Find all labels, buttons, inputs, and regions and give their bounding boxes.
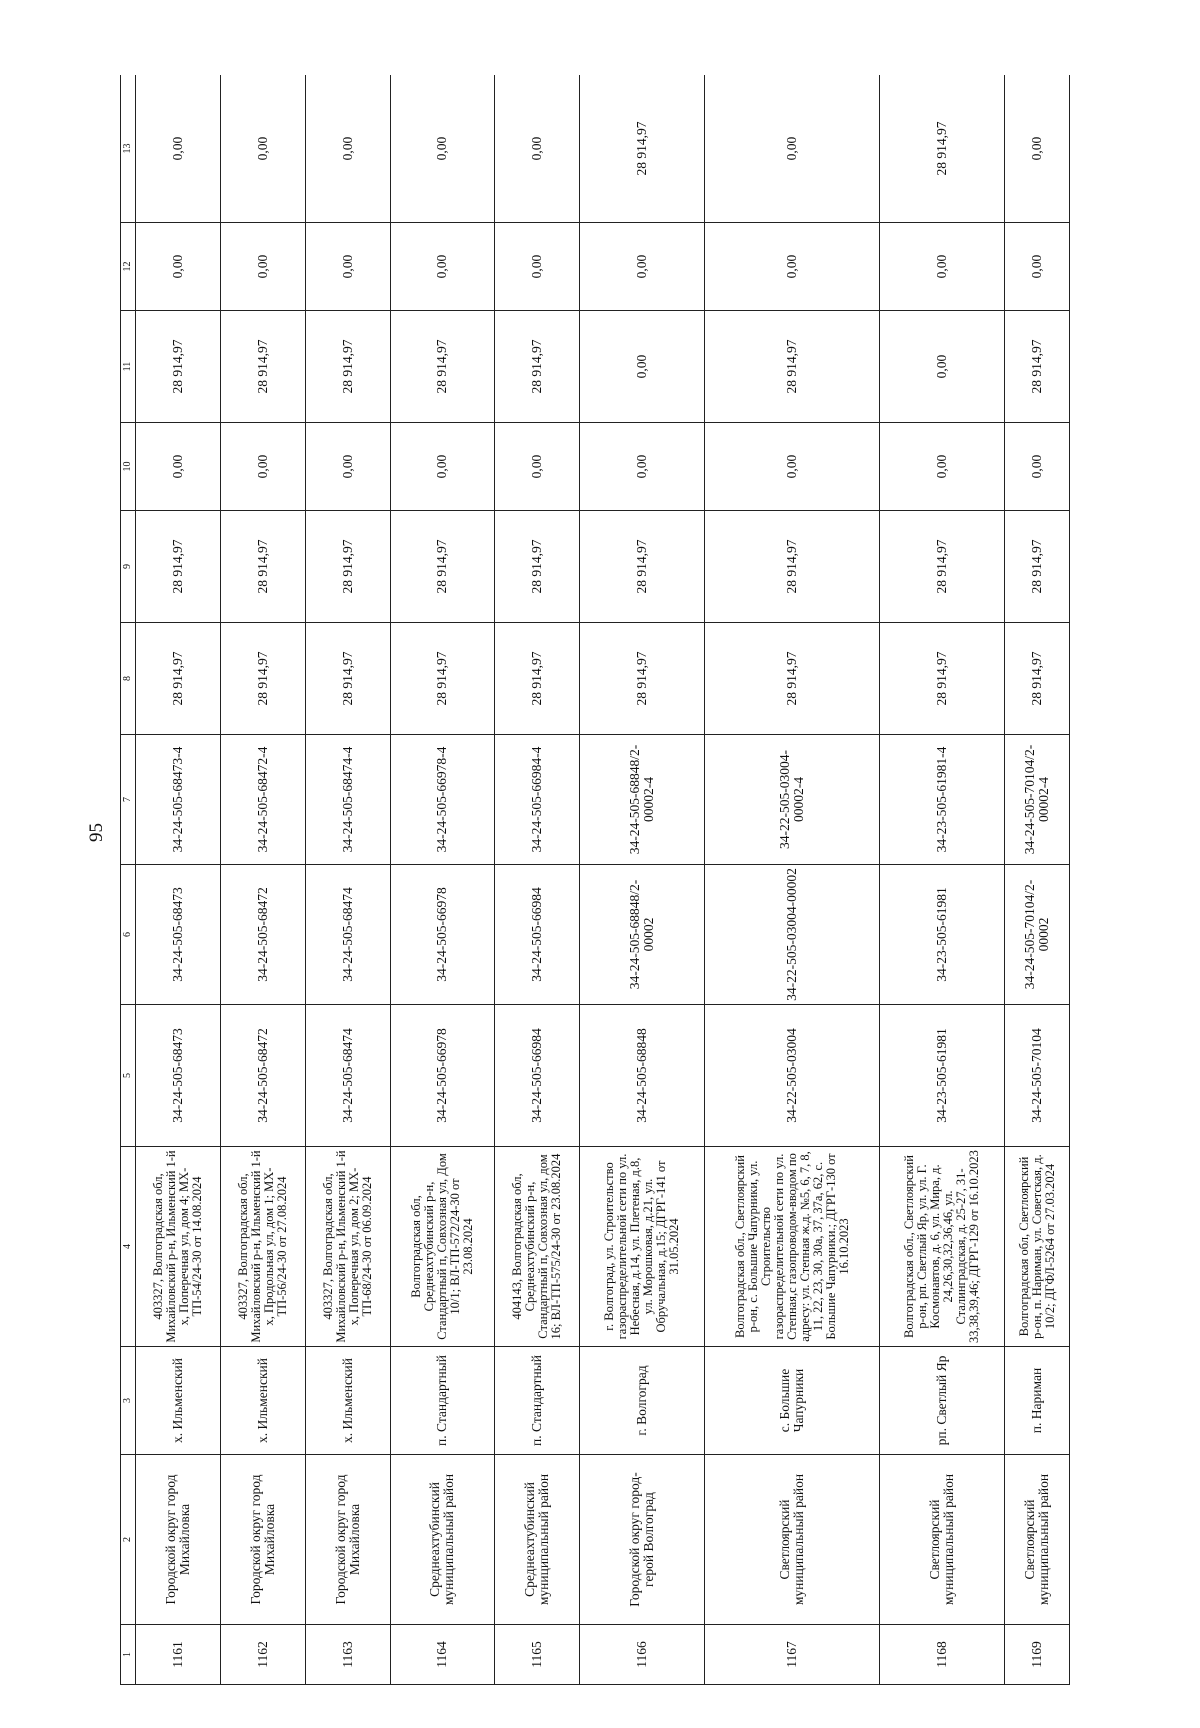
table-row bbox=[1005, 75, 1070, 1685]
amount-cell: 28 914,97 bbox=[136, 511, 221, 623]
settlement-cell: рп. Светлый Яр bbox=[880, 1347, 1005, 1455]
subobject-code-cell: 34-24-505-70104/2-00002-4 bbox=[1005, 735, 1070, 865]
subobject-code-cell: 34-24-505-66984-4 bbox=[495, 735, 580, 865]
column-number: 12 bbox=[121, 223, 136, 311]
table-row bbox=[220, 75, 305, 1685]
table-row bbox=[705, 75, 880, 1685]
row-number: 1162 bbox=[220, 1625, 305, 1685]
amount-cell: 28 914,97 bbox=[880, 75, 1005, 223]
column-number: 4 bbox=[121, 1147, 136, 1347]
settlement-cell: п. Нариман bbox=[1005, 1347, 1070, 1455]
amount-cell: 28 914,97 bbox=[580, 623, 705, 735]
row-number: 1164 bbox=[390, 1625, 495, 1685]
address-cell: 404143, Волгоградская обл, Среднеахтубинский р-н, Стандартный п, Совхозная ул, дом 16; ВЛ-ТП-575/24-30 от 23.08.2024 bbox=[495, 1147, 580, 1347]
amount-cell: 28 914,97 bbox=[305, 511, 390, 623]
object-code-cell: 34-24-505-68472 bbox=[220, 865, 305, 1005]
amount-cell: 28 914,97 bbox=[136, 311, 221, 423]
settlement-cell: п. Стандартный bbox=[495, 1347, 580, 1455]
row-number: 1169 bbox=[1005, 1625, 1070, 1685]
table-row bbox=[305, 75, 390, 1685]
column-number: 2 bbox=[121, 1455, 136, 1625]
column-number: 10 bbox=[121, 423, 136, 511]
row-number: 1168 bbox=[880, 1625, 1005, 1685]
amount-cell: 0,00 bbox=[220, 423, 305, 511]
amount-cell: 28 914,97 bbox=[1005, 623, 1070, 735]
amount-cell: 28 914,97 bbox=[1005, 511, 1070, 623]
address-cell: Волгоградская обл., Светлоярский р-он, рп. Светлый Яр, ул. ул. Г. Космонавтов, д. 6, ул. Мира, д. 24,26,30,32,36,46, ул. Сталинградская, д. 25-27, 31-33,38,39,46; ДГРГ-129 от 16.10.2023 bbox=[880, 1147, 1005, 1347]
amount-cell: 28 914,97 bbox=[880, 623, 1005, 735]
municipality-cell: Городской округ город-герой Волгоград bbox=[580, 1455, 705, 1625]
amount-cell: 0,00 bbox=[1005, 223, 1070, 311]
subobject-code-cell: 34-24-505-68473-4 bbox=[136, 735, 221, 865]
row-number: 1167 bbox=[705, 1625, 880, 1685]
amount-cell: 0,00 bbox=[220, 75, 305, 223]
column-number: 5 bbox=[121, 1005, 136, 1147]
amount-cell: 28 914,97 bbox=[220, 511, 305, 623]
municipality-cell: Среднеахтубинский муниципальный район bbox=[390, 1455, 495, 1625]
subobject-code-cell: 34-24-505-68472-4 bbox=[220, 735, 305, 865]
column-number: 9 bbox=[121, 511, 136, 623]
code-cell: 34-24-505-68472 bbox=[220, 1005, 305, 1147]
amount-cell: 0,00 bbox=[880, 223, 1005, 311]
address-cell: Волгоградская обл., Светлоярский р-он, с. Большие Чапурники, ул. Строительство газораспределительной сети по ул. Степная,с газопроводом-вводом по адресу: ул. Степная ж.д. №5, 6, 7, 8, 11, 22, 23, 30, 30а, 37, 37а, 62, с. Большие Чапурники.; ДГРГ-130 от 16.10.2023 bbox=[705, 1147, 880, 1347]
object-code-cell: 34-22-505-03004-00002 bbox=[705, 865, 880, 1005]
amount-cell: 0,00 bbox=[220, 223, 305, 311]
object-code-cell: 34-23-505-61981 bbox=[880, 865, 1005, 1005]
amount-cell: 0,00 bbox=[580, 423, 705, 511]
code-cell: 34-24-505-66978 bbox=[390, 1005, 495, 1147]
subobject-code-cell: 34-23-505-61981-4 bbox=[880, 735, 1005, 865]
table-row bbox=[390, 75, 495, 1685]
municipality-cell: Городской округ город Михайловка bbox=[305, 1455, 390, 1625]
amount-cell: 0,00 bbox=[495, 75, 580, 223]
settlement-cell: х. Ильменский bbox=[136, 1347, 221, 1455]
amount-cell: 28 914,97 bbox=[136, 623, 221, 735]
column-number: 11 bbox=[121, 311, 136, 423]
rotated-table-frame bbox=[120, 75, 1070, 1685]
column-number-row bbox=[121, 75, 136, 1685]
amount-cell: 0,00 bbox=[305, 75, 390, 223]
object-code-cell: 34-24-505-70104/2-00002 bbox=[1005, 865, 1070, 1005]
amount-cell: 28 914,97 bbox=[705, 511, 880, 623]
amount-cell: 28 914,97 bbox=[220, 623, 305, 735]
amount-cell: 0,00 bbox=[495, 423, 580, 511]
table-row bbox=[136, 75, 221, 1685]
amount-cell: 0,00 bbox=[705, 423, 880, 511]
amount-cell: 28 914,97 bbox=[220, 311, 305, 423]
municipality-cell: Светлоярский муниципальный район bbox=[1005, 1455, 1070, 1625]
column-number: 6 bbox=[121, 865, 136, 1005]
address-cell: Волгоградская обл, Среднеахтубинский р-н, Стандартный п, Совхозная ул, Дом 10/1; ВЛ-ТП-572/24-30 от 23.08.2024 bbox=[390, 1147, 495, 1347]
municipality-cell: Городской округ город Михайловка bbox=[136, 1455, 221, 1625]
amount-cell: 28 914,97 bbox=[305, 623, 390, 735]
code-cell: 34-24-505-70104 bbox=[1005, 1005, 1070, 1147]
amount-cell: 0,00 bbox=[390, 423, 495, 511]
table-row bbox=[495, 75, 580, 1685]
settlement-cell: п. Стандартный bbox=[390, 1347, 495, 1455]
subobject-code-cell: 34-24-505-68848/2-00002-4 bbox=[580, 735, 705, 865]
object-code-cell: 34-24-505-66984 bbox=[495, 865, 580, 1005]
column-number: 13 bbox=[121, 75, 136, 223]
table-row bbox=[580, 75, 705, 1685]
amount-cell: 28 914,97 bbox=[390, 511, 495, 623]
row-number: 1161 bbox=[136, 1625, 221, 1685]
row-number: 1163 bbox=[305, 1625, 390, 1685]
settlement-cell: г. Волгоград bbox=[580, 1347, 705, 1455]
page-number: 95 bbox=[86, 823, 107, 842]
amount-cell: 28 914,97 bbox=[580, 75, 705, 223]
settlement-cell: х. Ильменский bbox=[220, 1347, 305, 1455]
subobject-code-cell: 34-24-505-68474-4 bbox=[305, 735, 390, 865]
address-cell: 403327, Волгоградская обл, Михайловский р-н, Ильменский 1-й х, Продольная ул, дом 1; МХ-ТП-56/24-30 от 27.08.2024 bbox=[220, 1147, 305, 1347]
subobject-code-cell: 34-22-505-03004-00002-4 bbox=[705, 735, 880, 865]
settlement-cell: х. Ильменский bbox=[305, 1347, 390, 1455]
object-code-cell: 34-24-505-68848/2-00002 bbox=[580, 865, 705, 1005]
amount-cell: 0,00 bbox=[580, 223, 705, 311]
object-code-cell: 34-24-505-66978 bbox=[390, 865, 495, 1005]
code-cell: 34-23-505-61981 bbox=[880, 1005, 1005, 1147]
subobject-code-cell: 34-24-505-66978-4 bbox=[390, 735, 495, 865]
address-cell: 403327, Волгоградская обл, Михайловский р-н, Ильменский 1-й х, Поперечная ул, дом 4; МХ-ТП-54/24-30 от 14.08.2024 bbox=[136, 1147, 221, 1347]
column-number: 3 bbox=[121, 1347, 136, 1455]
amount-cell: 28 914,97 bbox=[495, 311, 580, 423]
amount-cell: 0,00 bbox=[880, 311, 1005, 423]
amount-cell: 28 914,97 bbox=[705, 311, 880, 423]
address-cell: 403327, Волгоградская обл, Михайловский р-н, Ильменский 1-й х, Поперечная ул, дом 2; МХ-ТП-68/24-30 от 06.09.2024 bbox=[305, 1147, 390, 1347]
amount-cell: 28 914,97 bbox=[390, 623, 495, 735]
amount-cell: 28 914,97 bbox=[580, 511, 705, 623]
amount-cell: 0,00 bbox=[305, 223, 390, 311]
municipality-cell: Светлоярский муниципальный район bbox=[880, 1455, 1005, 1625]
municipality-cell: Светлоярский муниципальный район bbox=[705, 1455, 880, 1625]
table-container bbox=[120, 75, 1070, 1685]
column-number: 1 bbox=[121, 1625, 136, 1685]
code-cell: 34-24-505-68474 bbox=[305, 1005, 390, 1147]
settlement-cell: с. Большие Чапурники bbox=[705, 1347, 880, 1455]
amount-cell: 28 914,97 bbox=[705, 623, 880, 735]
amount-cell: 28 914,97 bbox=[1005, 311, 1070, 423]
amount-cell: 0,00 bbox=[705, 223, 880, 311]
amount-cell: 0,00 bbox=[495, 223, 580, 311]
code-cell: 34-24-505-68848 bbox=[580, 1005, 705, 1147]
column-number: 7 bbox=[121, 735, 136, 865]
amount-cell: 0,00 bbox=[390, 75, 495, 223]
amount-cell: 0,00 bbox=[136, 223, 221, 311]
amount-cell: 0,00 bbox=[1005, 423, 1070, 511]
amount-cell: 28 914,97 bbox=[390, 311, 495, 423]
data-table bbox=[120, 75, 1070, 1685]
row-number: 1166 bbox=[580, 1625, 705, 1685]
municipality-cell: Среднеахтубинский муниципальный район bbox=[495, 1455, 580, 1625]
row-number: 1165 bbox=[495, 1625, 580, 1685]
amount-cell: 28 914,97 bbox=[305, 311, 390, 423]
object-code-cell: 34-24-505-68473 bbox=[136, 865, 221, 1005]
amount-cell: 0,00 bbox=[705, 75, 880, 223]
amount-cell: 0,00 bbox=[1005, 75, 1070, 223]
address-cell: Волгоградская обл, Светлоярский р-он, п. Нариман, ул. Советская, д. 10/2; ДГФЛ-5264 от 27.03.2024 bbox=[1005, 1147, 1070, 1347]
amount-cell: 0,00 bbox=[580, 311, 705, 423]
municipality-cell: Городской округ город Михайловка bbox=[220, 1455, 305, 1625]
table-row bbox=[880, 75, 1005, 1685]
address-cell: г. Волгоград, ул. Строительство газораспределительной сети по ул. Небесная, д.14, ул. Плетеная, д.8, ул. Морошковая, д.21, ул. Обручальная, д.15; ДГРГ-141 от 31.05.2024 bbox=[580, 1147, 705, 1347]
code-cell: 34-24-505-68473 bbox=[136, 1005, 221, 1147]
amount-cell: 0,00 bbox=[880, 423, 1005, 511]
amount-cell: 0,00 bbox=[305, 423, 390, 511]
amount-cell: 28 914,97 bbox=[880, 511, 1005, 623]
column-number: 8 bbox=[121, 623, 136, 735]
object-code-cell: 34-24-505-68474 bbox=[305, 865, 390, 1005]
code-cell: 34-22-505-03004 bbox=[705, 1005, 880, 1147]
amount-cell: 28 914,97 bbox=[495, 511, 580, 623]
amount-cell: 0,00 bbox=[136, 75, 221, 223]
amount-cell: 28 914,97 bbox=[495, 623, 580, 735]
amount-cell: 0,00 bbox=[390, 223, 495, 311]
code-cell: 34-24-505-66984 bbox=[495, 1005, 580, 1147]
amount-cell: 0,00 bbox=[136, 423, 221, 511]
